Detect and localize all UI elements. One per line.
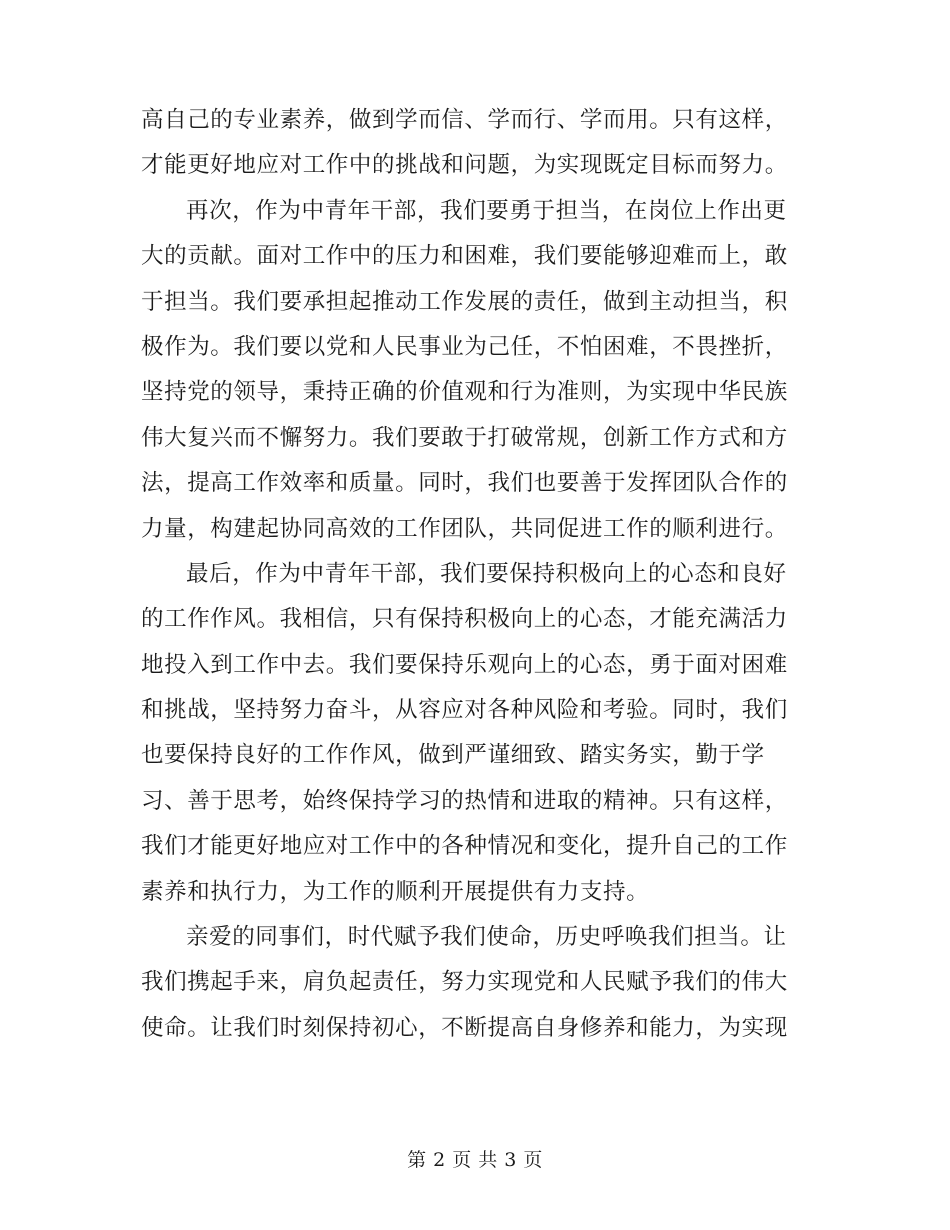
text-line: 的工作作风。我相信，只有保持积极向上的心态，才能充满活力 (141, 606, 788, 633)
text-line: 力量，构建起协同高效的工作团队，共同促进工作的顺利进行。 (141, 515, 788, 542)
text-line: 地投入到工作中去。我们要保持乐观向上的心态，勇于面对困难 (141, 651, 788, 678)
text-line: 才能更好地应对工作中的挑战和问题，为实现既定目标而努力。 (141, 152, 788, 179)
text-line: 极作为。我们要以党和人民事业为己任，不怕困难，不畏挫折， (141, 333, 788, 360)
text-line: 我们携起手来，肩负起责任，努力实现党和人民赋予我们的伟大 (141, 969, 788, 996)
text-line: 于担当。我们要承担起推动工作发展的责任，做到主动担当，积 (141, 288, 788, 315)
text-line: 使命。让我们时刻保持初心，不断提高自身修养和能力，为实现 (141, 1014, 788, 1041)
text-line: 和挑战，坚持努力奋斗，从容应对各种风险和考验。同时，我们 (141, 697, 788, 724)
text-line: 习、善于思考，始终保持学习的热情和进取的精神。只有这样， (141, 787, 788, 814)
text-line: 高自己的专业素养，做到学而信、学而行、学而用。只有这样， (141, 107, 788, 133)
text-line: 伟大复兴而不懈努力。我们要敢于打破常规，创新工作方式和方 (141, 424, 788, 451)
text-line: 素养和执行力，为工作的顺利开展提供有力支持。 (141, 878, 650, 905)
document-body (141, 100, 801, 1053)
text-line: 坚持党的领导，秉持正确的价值观和行为准则，为实现中华民族 (141, 379, 788, 406)
text-line: 也要保持良好的工作作风，做到严谨细致、踏实务实，勤于学 (141, 742, 765, 769)
text-line: 法，提高工作效率和质量。同时，我们也要善于发挥团队合作的 (141, 470, 788, 497)
text-line: 最后，作为中青年干部，我们要保持积极向上的心态和良好 (186, 560, 787, 587)
text-line: 再次，作为中青年干部，我们要勇于担当，在岗位上作出更 (186, 197, 787, 224)
text-line: 我们才能更好地应对工作中的各种情况和变化，提升自己的工作 (141, 833, 788, 860)
page-number-footer: 第 2 页 共 3 页 (407, 1149, 543, 1171)
text-line: 亲爱的同事们，时代赋予我们使命，历史呼唤我们担当。让 (186, 924, 787, 951)
text-line: 大的贡献。面对工作中的压力和困难，我们要能够迎难而上，敢 (141, 243, 788, 270)
